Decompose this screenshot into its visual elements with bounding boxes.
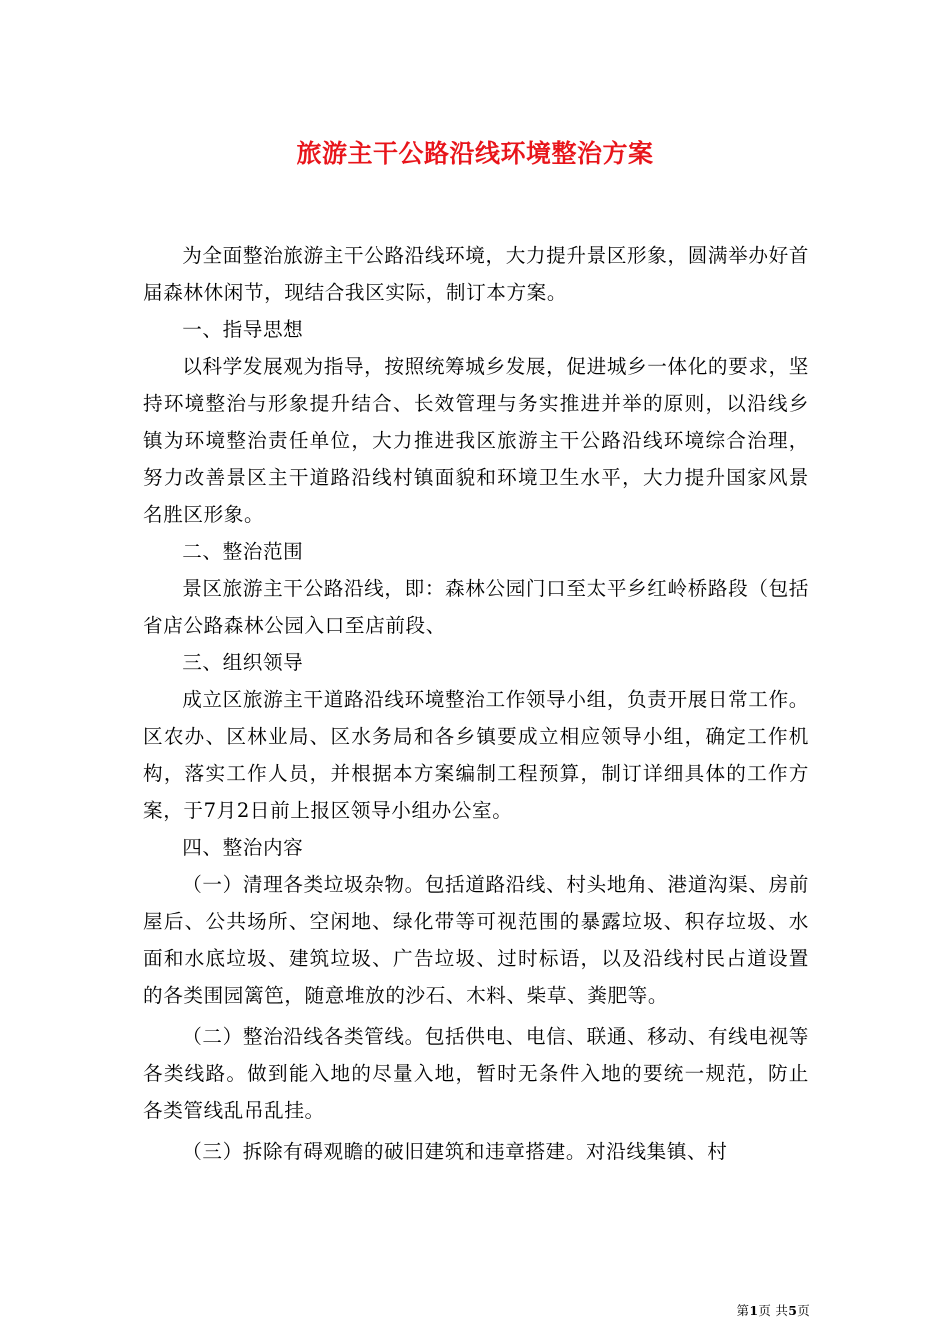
content-item-2: （二）整治沿线各类管线。包括供电、电信、联通、移动、有线电视等各类线路。做到能入地的尽量入地，暂时无条件入地的要统一规范，防止各类管线乱吊乱挂。: [143, 1025, 809, 1122]
footer-middle: 页 共: [758, 1303, 789, 1318]
guiding-thought-paragraph: 以科学发展观为指导，按照统筹城乡发展，促进城乡一体化的要求，坚持环境整治与形象提升结合、长效管理与务实推进并举的原则，以沿线乡镇为环境整治责任单位，大力推进我区旅游主干公路沿线环境综合治理，努力改善景区主干道路沿线村镇面貌和环境卫生水平，大力提升国家风景名胜区形象。: [143, 355, 809, 526]
content-item-3: （三）拆除有碍观瞻的破旧建筑和违章搭建。对沿线集镇、村: [182, 1140, 728, 1163]
section-heading-guiding-thought: 一、指导思想: [182, 318, 304, 341]
footer-total-pages: 5: [788, 1303, 798, 1318]
intro-paragraph: 为全面整治旅游主干公路沿线环境，大力提升景区形象，圆满举办好首届森林休闲节，现结合我区实际，制订本方案。: [143, 244, 809, 304]
document-body: [143, 237, 809, 1170]
section-heading-scope: 二、整治范围: [182, 540, 304, 563]
leadership-paragraph: 成立区旅游主干道路沿线环境整治工作领导小组，负责开展日常工作。区农办、区林业局、区水务局和各乡镇要成立相应领导小组，确定工作机构，落实工作人员，并根据本方案编制工程预算，制订详细具体的工作方案，于7月2日前上报区领导小组办公室。: [143, 688, 809, 822]
page-title: 旅游主干公路沿线环境整治方案: [296, 139, 654, 168]
footer-prefix: 第: [736, 1303, 750, 1318]
footer-suffix: 页: [797, 1303, 810, 1318]
scope-paragraph: 景区旅游主干公路沿线，即：森林公园门口至太平乡红岭桥路段（包括省店公路森林公园入口至店前段、: [143, 577, 809, 637]
page-footer: [690, 1301, 810, 1319]
footer-page-number: 1: [749, 1303, 759, 1318]
content-item-1: （一）清理各类垃圾杂物。包括道路沿线、村头地角、港道沟渠、房前屋后、公共场所、空闲地、绿化带等可视范围的暴露垃圾、积存垃圾、水面和水底垃圾、建筑垃圾、广告垃圾、过时标语，以及沿线村民占道设置的各类围园篱笆，随意堆放的沙石、木料、柴草、粪肥等。: [143, 873, 809, 1007]
section-heading-content: 四、整治内容: [182, 836, 304, 859]
section-heading-leadership: 三、组织领导: [182, 651, 304, 674]
